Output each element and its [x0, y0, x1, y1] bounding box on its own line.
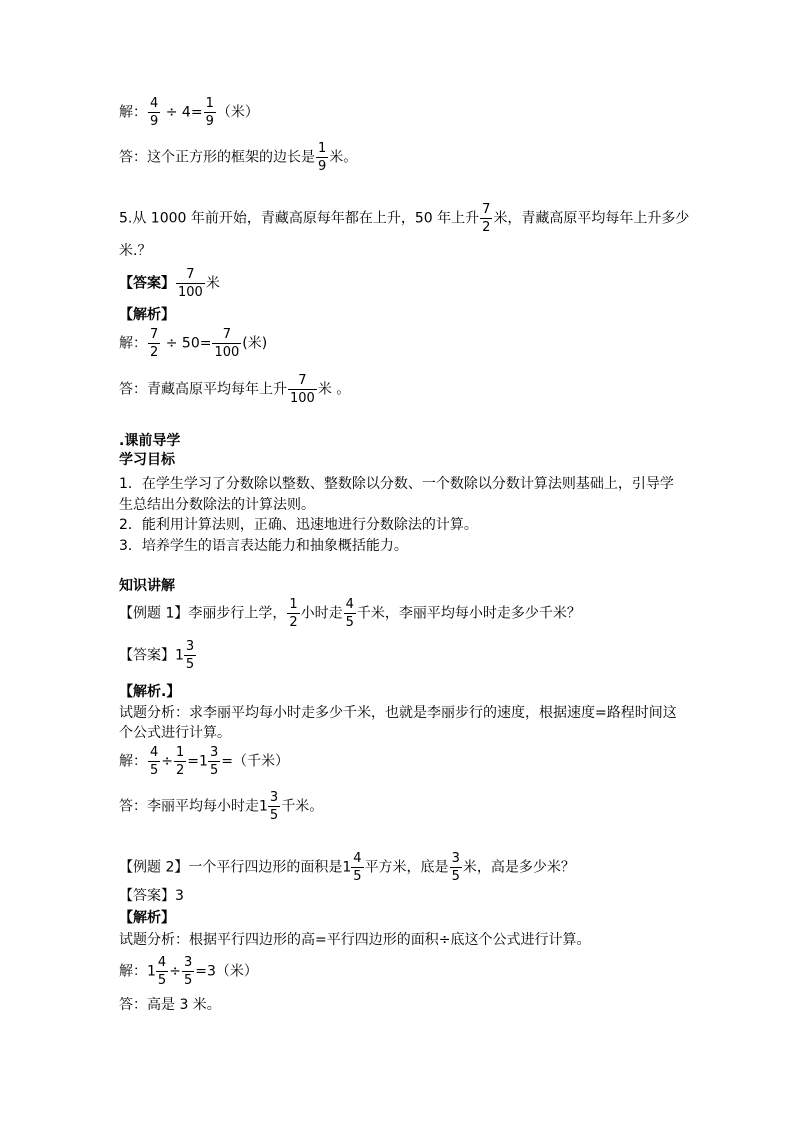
- q5-answer-line: 【答案】 $\frac{7}{100}$ 米: [119, 267, 220, 300]
- q5-analysis-label: 【解析】: [119, 307, 175, 323]
- ex1-analysis-label: 【解析.】: [119, 684, 181, 700]
- top-answer-line: 答：这个正方形的框架的边长是 $\frac{1}{9}$ 米。: [119, 141, 358, 174]
- fraction: $\frac{4}{9}$: [150, 96, 159, 129]
- q5-solution-line: 解： $\frac{7}{2}$ ÷ 50= $\frac{7}{100}$ (米): [119, 327, 268, 360]
- mixed-number: 1 $\frac{3}{5}$: [199, 745, 219, 778]
- goal-2: 2．能利用计算法则，正确、迅速地进行分数除法的计算。: [119, 517, 478, 533]
- ex2-question-line: 【例题 2】一个平行四边形的面积是1 $\frac{4}{5}$ 平方米，底是 $\frac{3}{5}$ 米，高是多少米？: [119, 851, 575, 884]
- fraction: $\frac{7}{2}$: [150, 327, 159, 360]
- ex2-analysis-label: 【解析】: [119, 910, 175, 926]
- fraction: $\frac{3}{5}$: [183, 955, 193, 988]
- fraction: $\frac{4}{5}$: [345, 597, 354, 630]
- mixed-number: 1 $\frac{3}{5}$: [259, 790, 279, 823]
- ex1-question-line: 【例题 1】李丽步行上学， $\frac{1}{2}$ 小时走 $\frac{4}{5}$ 千米，李丽平均每小时走多少千米？: [119, 597, 581, 630]
- ex1-solution-line: 解： $\frac{4}{5}$ ÷ $\frac{1}{2}$ =1 $\frac{3}{5}$ =（千米）: [119, 745, 289, 778]
- top-solution-line: 解： $\frac{4}{9}$ ÷ 4= $\frac{1}{9}$ （米）: [119, 96, 259, 129]
- q5-question-line: 5.从 1000 年前开始，青藏高原每年都在上升，50 年上升 $\frac{7}{2}$ 米，青藏高原平均每年上升多少: [119, 202, 690, 235]
- goal-1-line-b: 生总结出分数除法的计算法则。: [119, 497, 315, 513]
- fraction: $\frac{1}{9}$: [205, 96, 214, 129]
- fraction: $\frac{7}{2}$: [482, 202, 491, 235]
- answer-label: 【答案】: [119, 888, 175, 904]
- ex2-analysis-line: 试题分析：根据平行四边形的高=平行四边形的面积÷底这个公式进行计算。: [119, 932, 591, 948]
- answer-label: 【答案】: [119, 275, 175, 292]
- q5-final-answer-line: 答：青藏高原平均每年上升 $\frac{7}{100}$ 米 。: [119, 373, 351, 406]
- ex1-answer-line: [119, 640, 694, 671]
- fraction: $\frac{1}{2}$: [176, 745, 185, 778]
- ex1-analysis-line-a: 试题分析：求李丽平均每小时走多少千米，也就是李丽步行的速度，根据速度=路程时间这: [119, 705, 677, 721]
- goal-3: 3．培养学生的语言表达能力和抽象概括能力。: [119, 538, 408, 554]
- fraction: $\frac{7}{100}$: [178, 267, 203, 300]
- fraction: $\frac{1}{9}$: [318, 141, 327, 174]
- ex1-analysis-line-b: 个公式进行计算。: [119, 725, 231, 741]
- example-label: 【例题 2】: [119, 859, 189, 876]
- q5-question-line-2: 米.？: [119, 243, 152, 259]
- solution-prefix: 解：: [119, 104, 147, 121]
- ex2-answer-line: 【答案】3: [119, 888, 184, 904]
- fraction: $\frac{3}{5}$: [451, 851, 460, 884]
- example-label: 【例题 1】: [119, 605, 189, 622]
- ex1-final-answer-line: 答：李丽平均每小时走1 $\frac{3}{5}$ 千米。: [119, 790, 324, 823]
- fraction: $\frac{7}{100}$: [290, 373, 315, 406]
- fraction: $\frac{1}{2}$: [289, 597, 298, 630]
- section-subtitle: 学习目标: [119, 452, 175, 468]
- ex2-solution-line: 解：1 $\frac{4}{5}$ ÷ $\frac{3}{5}$ =3（米）: [119, 955, 258, 988]
- mixed-number: 1 $\frac{4}{5}$: [147, 955, 167, 988]
- mixed-number: 1 $\frac{3}{5}$: [175, 639, 195, 672]
- answer-label: 【答案】: [119, 647, 175, 664]
- fraction: $\frac{4}{5}$: [150, 745, 159, 778]
- ex2-final-answer-line: 答：高是 3 米。: [119, 997, 221, 1013]
- section-title: .课前导学: [119, 433, 181, 449]
- mixed-number: 1 $\frac{4}{5}$: [342, 851, 362, 884]
- knowledge-heading: 知识讲解: [119, 578, 175, 594]
- fraction: $\frac{7}{100}$: [214, 327, 240, 360]
- goal-1-line-a: 1．在学生学习了分数除以整数、整数除以分数、一个数除以分数计算法则基础上，引导学: [119, 476, 674, 492]
